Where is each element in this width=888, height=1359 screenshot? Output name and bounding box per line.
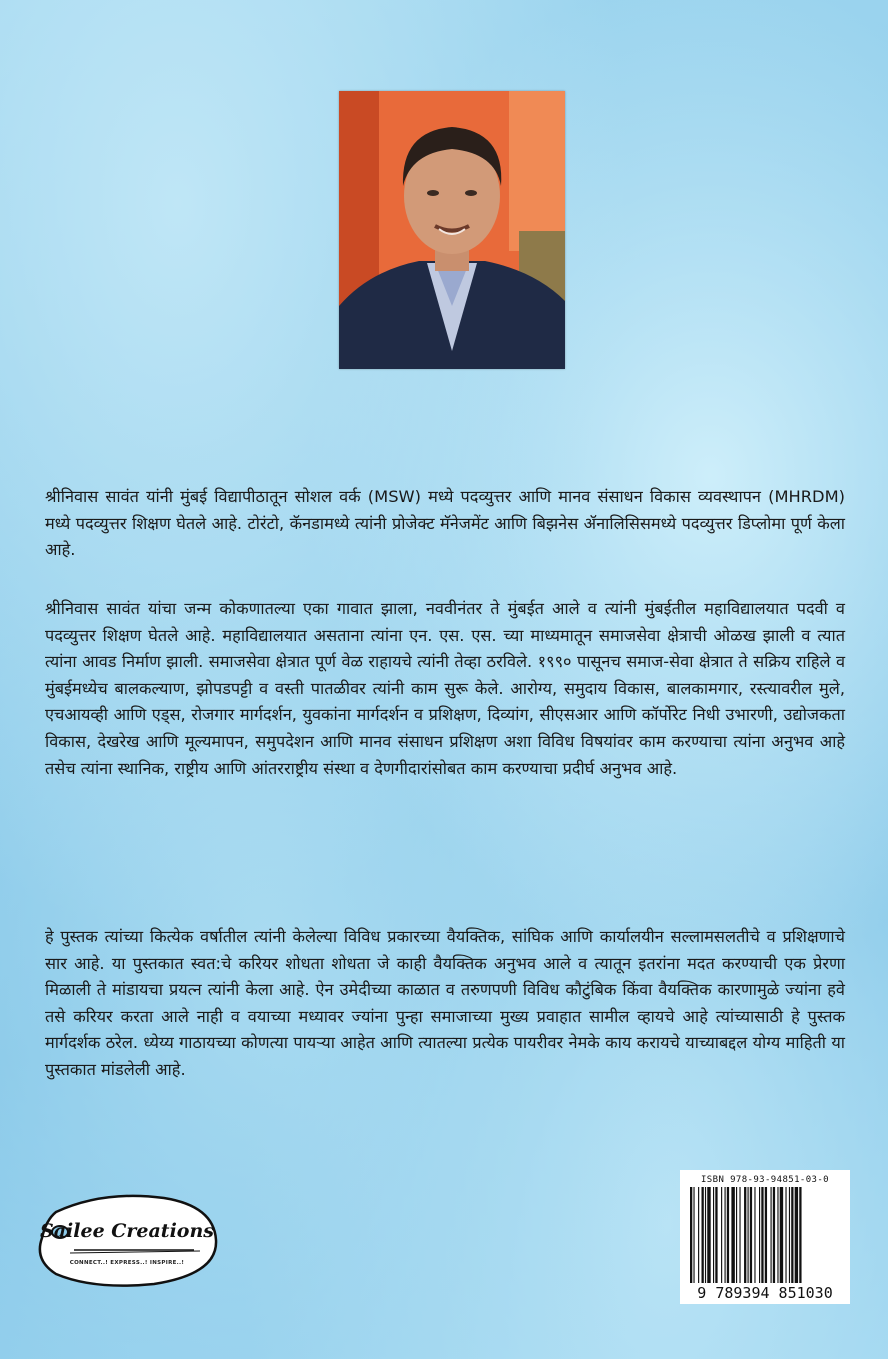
publisher-name: Sailee Creations xyxy=(40,1220,214,1242)
barcode-bar xyxy=(690,1187,692,1283)
barcode-bar xyxy=(693,1187,694,1283)
barcode-bar xyxy=(727,1187,729,1283)
barcode-bar xyxy=(702,1187,704,1283)
barcode-bar xyxy=(721,1187,722,1283)
barcode-bar xyxy=(705,1187,706,1283)
barcode-digits: 9 789394 851030 xyxy=(680,1285,850,1301)
author-photo xyxy=(339,91,565,369)
barcode-bar xyxy=(799,1187,801,1283)
barcode-bar xyxy=(791,1187,793,1283)
bio-paragraph-career: श्रीनिवास सावंत यांचा जन्म कोकणातल्या एका गावात झाला, नववीनंतर ते मुंबईत आले व त्यांनी मुंबईतील महाविद्यालयात पदवी व पदव्युत्तर शिक्षण घेतले आहे. महाविद्यालयात असताना त्यांना एन. एस. एस. च्या माध्यमातून समाजसेवा क्षेत्राची ओळख झाली व त्यात त्यांना आवड निर्माण झाली. समाजसेवा क्षेत्रात पूर्ण वेळ राहायचे त्यांनी तेव्हा ठरविले. १९९० पासूनच समाज-सेवा क्षेत्रात ते सक्रिय राहिले व मुंबईमध्येच बालकल्याण, झोपडपट्टी व वस्ती पातळीवर त्यांनी काम सुरू केले. आरोग्य, समुदाय विकास, बालकामगार, रस्त्यावरील मुले, एचआयव्ही आणि एड्स, रोजगार मार्गदर्शन, युवकांना मार्गदर्शन व प्रशिक्षण, दिव्यांग, सीएसआर आणि कॉर्पोरेट निधी उभारणी, उद्योजकता विकास, देखरेख आणि मूल्यमापन, समुपदेशन आणि मानव संसाधन प्रशिक्षण अशा विविध विषयांवर काम करण्याचा त्यांना अनुभव आहे तसेच त्यांना स्थानिक, राष्ट्रीय आणि आंतरराष्ट्रीय संस्था व देणगीदारांसोबत काम करण्याचा प्रदीर्घ अनुभव आहे. xyxy=(45,599,845,778)
bio-paragraph-education: श्रीनिवास सावंत यांनी मुंबई विद्यापीठातून सोशल वर्क (MSW) मध्ये पदव्युत्तर आणि मानव संसाधन विकास व्यवस्थापन (MHRDM) मध्ये पदव्युत्तर शिक्षण घेतले आहे. टोरंटो, कॅनडामध्ये त्यांनी प्रोजेक्ट मॅनेजमेंट आणि बिझनेस ॲनालिसिसमध्ये पदव्युत्तर डिप्लोमा पूर्ण केला आहे. xyxy=(45,487,845,560)
barcode-bar xyxy=(736,1187,737,1283)
barcode-bar xyxy=(754,1187,755,1283)
isbn-barcode xyxy=(680,1170,850,1304)
barcode-bar xyxy=(698,1187,699,1283)
barcode-bar xyxy=(773,1187,775,1283)
barcode-bar xyxy=(777,1187,778,1283)
barcode-bar xyxy=(725,1187,726,1283)
barcode-bar xyxy=(789,1187,790,1283)
barcode-bar xyxy=(765,1187,767,1283)
barcode-bar xyxy=(715,1187,717,1283)
barcode-bar xyxy=(780,1187,783,1283)
book-description-paragraph: हे पुस्तक त्यांच्या कित्येक वर्षातील त्यांनी केलेल्या विविध प्रकारच्या वैयक्तिक, सांघिक आणि कार्यालयीन सल्लामसलतीचे व प्रशिक्षणाचे सार आहे. या पुस्तकात स्वत:चे करियर शोधता शोधता जे काही वैयक्तिक अनुभव आले व त्यातून इतरांना मदत करण्याची एक प्रेरणा मिळाली ते मांडायचा प्रयत्न त्यांनी केला आहे. ऐन उमेदीच्या काळात व तरुणपणी विविध कौटुंबिक किंवा वैयक्तिक कारणामुळे ज्यांना हवे तसे करियर करता आले नाही व वयाच्या मध्यावर ज्यांना पुन्हा समाजाच्या मुख्य प्रवाहात सामील व्हायचे आहे त्यांच्यासाठी हे पुस्तक मार्गदर्शक ठरेल. ध्येय्य गाठायच्या कोणत्या पायऱ्या आहेत आणि त्यातल्या प्रत्येक पायरीवर नेमके काय करायचे याच्याबद्दल योग्य माहिती या पुस्तकात मांडलेली आहे. xyxy=(45,927,845,1079)
publisher-tagline: CONNECT..! EXPRESS..! INSPIRE..! xyxy=(69,1260,185,1266)
author-portrait-icon xyxy=(339,91,565,369)
barcode-bar xyxy=(785,1187,786,1283)
isbn-label: ISBN 978-93-94851-03-0 xyxy=(700,1175,829,1185)
barcode-bar xyxy=(795,1187,798,1283)
barcode-bar xyxy=(759,1187,760,1283)
barcode-bar xyxy=(750,1187,752,1283)
barcode-bar xyxy=(739,1187,740,1283)
publisher-logo xyxy=(34,1190,220,1290)
barcode-bar xyxy=(713,1187,714,1283)
barcode-bar xyxy=(761,1187,763,1283)
barcode-bar xyxy=(744,1187,746,1283)
barcode-bar xyxy=(731,1187,734,1283)
barcode-bar xyxy=(707,1187,710,1283)
barcode-bar xyxy=(771,1187,772,1283)
barcode-bars-icon xyxy=(686,1187,842,1283)
barcode-bar xyxy=(748,1187,749,1283)
